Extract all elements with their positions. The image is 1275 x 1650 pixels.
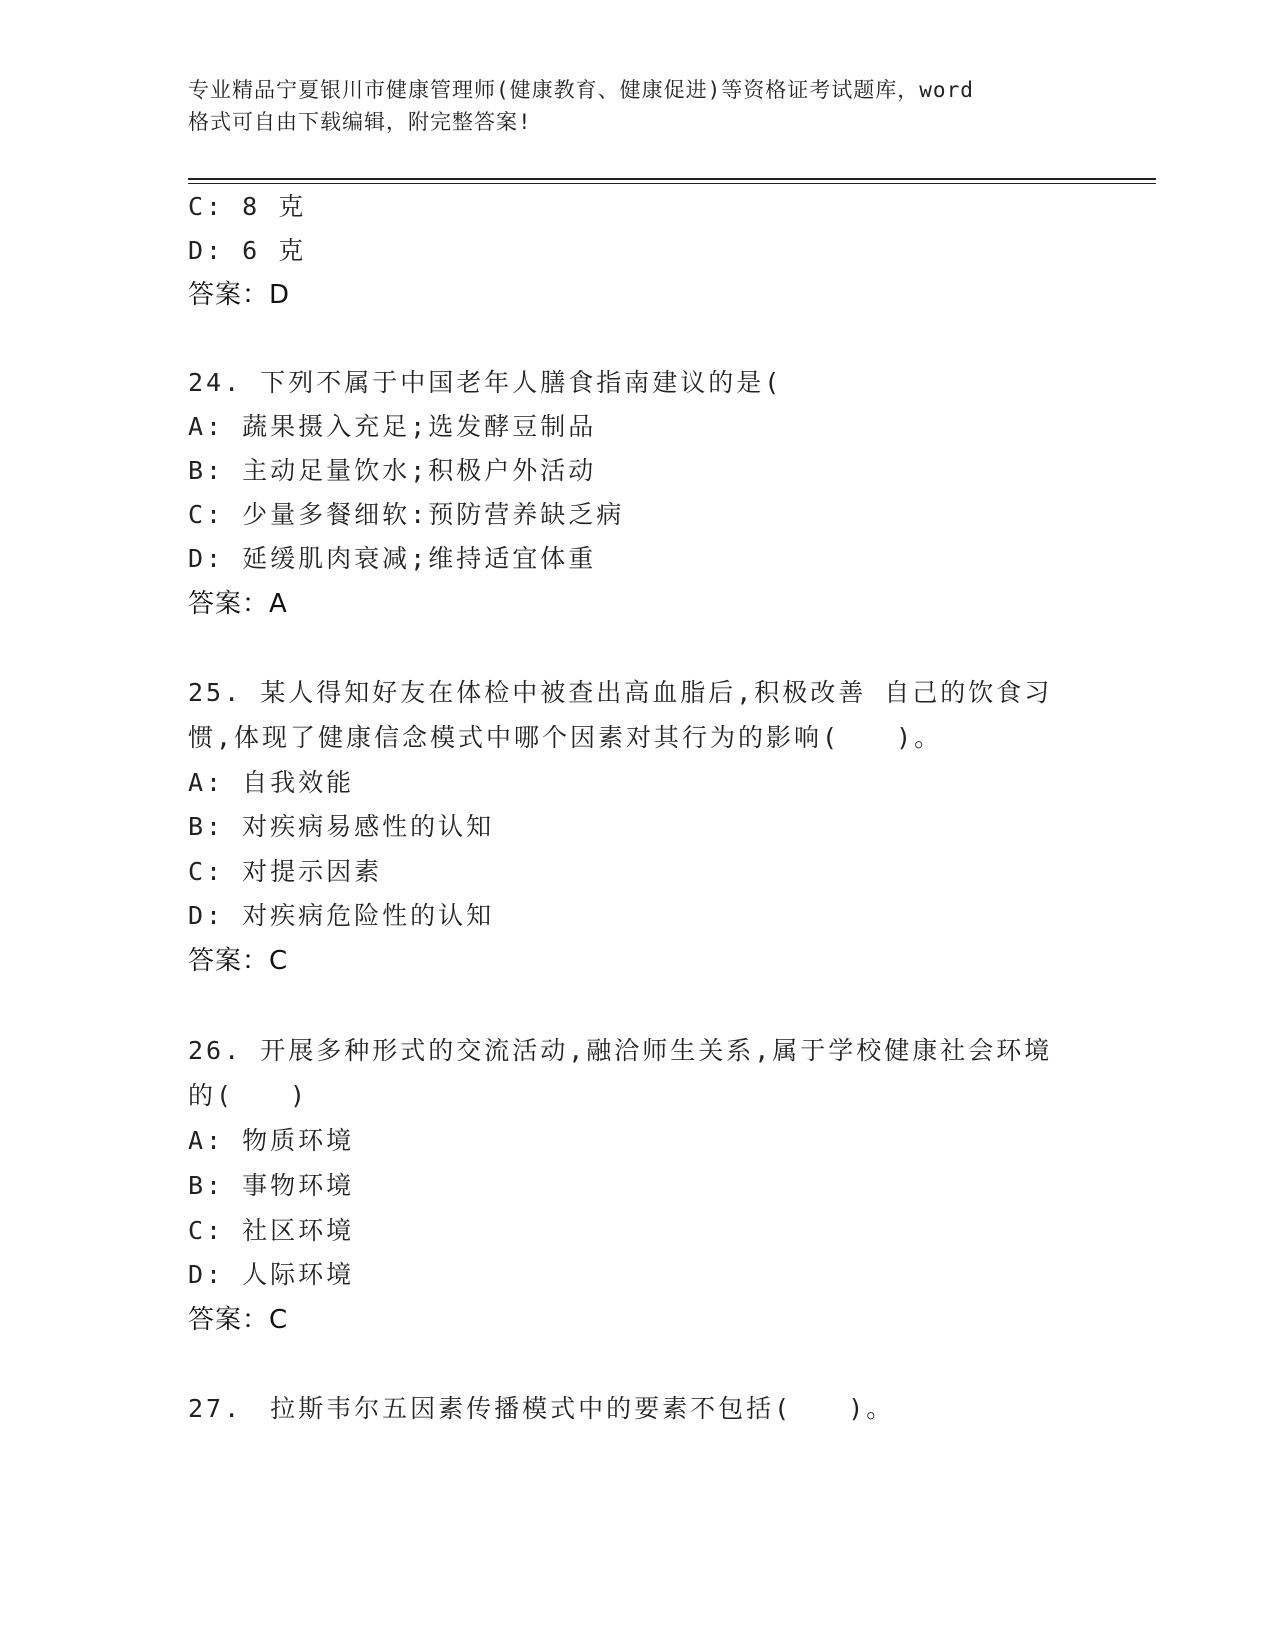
header-rule-thin <box>188 183 1156 184</box>
q26-option-a: A: 物质环境 <box>188 1126 355 1155</box>
q25-stem-line-2: 惯,体现了健康信念模式中哪个因素对其行为的影响( )。 <box>188 723 943 752</box>
q25-option-a: A: 自我效能 <box>188 768 355 797</box>
q24-option-c: C: 少量多餐细软:预防营养缺乏病 <box>188 500 625 529</box>
document-header <box>188 74 1068 138</box>
q25-answer: 答案：C <box>188 946 289 976</box>
q23-option-c: C: 8 克 <box>188 192 307 221</box>
q26-answer: 答案：C <box>188 1305 289 1335</box>
q24-option-a: A: 蔬果摄入充足;选发酵豆制品 <box>188 412 597 441</box>
q25-stem-line-1: 25. 某人得知好友在体检中被查出高血脂后,积极改善 自己的饮食习 <box>188 678 1053 707</box>
q24-option-b: B: 主动足量饮水;积极户外活动 <box>188 456 597 485</box>
q26-stem-line-2: 的( ) <box>188 1081 309 1110</box>
q23-option-d: D: 6 克 <box>188 236 307 265</box>
q27-stem: 27. 拉斯韦尔五因素传播模式中的要素不包括( )。 <box>188 1394 895 1423</box>
header-title-line-1: 专业精品宁夏银川市健康管理师(健康教育、健康促进)等资格证考试题库，word <box>188 78 974 102</box>
q26-option-c: C: 社区环境 <box>188 1216 355 1245</box>
q26-option-b: B: 事物环境 <box>188 1171 355 1200</box>
q24-option-d: D: 延缓肌肉衰减;维持适宜体重 <box>188 544 597 573</box>
q25-option-d: D: 对疾病危险性的认知 <box>188 901 495 930</box>
q25-option-b: B: 对疾病易感性的认知 <box>188 812 495 841</box>
q26-option-d: D: 人际环境 <box>188 1260 355 1289</box>
q23-answer: 答案：D <box>188 280 291 310</box>
q24-stem: 24. 下列不属于中国老年人膳食指南建议的是( <box>188 368 783 397</box>
q26-stem-line-1: 26. 开展多种形式的交流活动,融洽师生关系,属于学校健康社会环境 <box>188 1036 1053 1065</box>
q25-option-c: C: 对提示因素 <box>188 857 383 886</box>
header-rule-thick <box>188 178 1156 180</box>
q24-answer: 答案：A <box>188 589 288 619</box>
header-title-line-2: 格式可自由下载编辑，附完整答案! <box>188 110 532 134</box>
